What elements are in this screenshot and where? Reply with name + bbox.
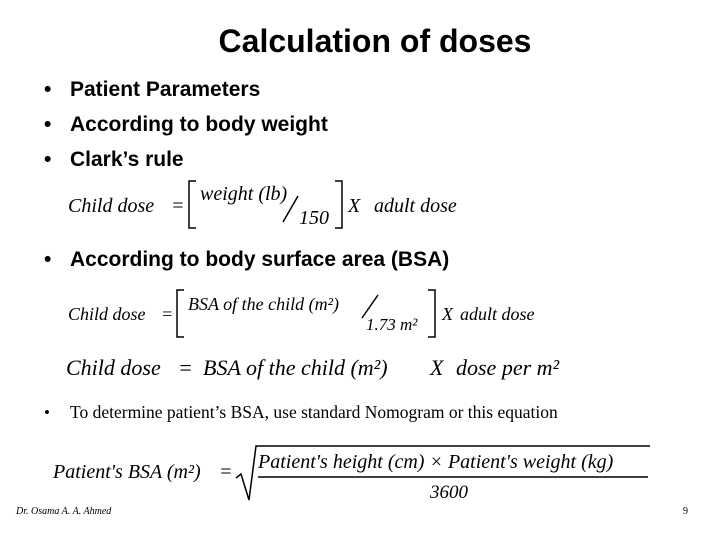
bullet-dot: • (44, 403, 50, 422)
bullet-nomogram (44, 399, 558, 426)
bullet-text: To determine patient’s BSA, use standard Nomogram or this equation (70, 402, 558, 422)
bullet-text: Patient Parameters (70, 78, 261, 101)
clark-equals: = (171, 195, 185, 217)
patient-bsa-numerator: Patient's height (cm) × Patient's weight (kg) (258, 451, 614, 473)
patient-bsa-formula (52, 446, 650, 503)
clark-numerator: weight (lb) (200, 183, 288, 205)
bullet-text: According to body surface area (BSA) (70, 248, 450, 271)
bsa1-equals: = (161, 304, 174, 324)
bsa1-lhs: Child dose (68, 304, 146, 324)
footer-author: Dr. Osama A. A. Ahmed (16, 506, 112, 517)
bullet-dot: • (44, 148, 52, 171)
bullet-bsa (44, 247, 449, 273)
bullet-text: Clark’s rule (70, 148, 184, 171)
patient-bsa-denominator: 3600 (430, 482, 468, 503)
clark-lhs: Child dose (68, 195, 155, 217)
bsa2-middle: BSA of the child (m²) (203, 355, 388, 380)
bsa2-equals: = (178, 355, 193, 380)
clark-right-bracket (335, 181, 342, 228)
clark-left-bracket (189, 181, 196, 228)
slide-title: Calculation of doses (218, 23, 532, 59)
bullet-dot: • (44, 113, 52, 136)
bsa1-right-bracket (428, 290, 435, 337)
bullet-dot: • (44, 248, 52, 271)
bsa1-multiplier: X (442, 304, 453, 324)
bsa1-denominator: 1.73 m² (366, 315, 418, 334)
bsa-formula-1 (68, 290, 535, 337)
clark-denominator: 150 (299, 207, 329, 229)
clark-multiplier: X (348, 195, 361, 217)
bullet-text: According to body weight (70, 113, 328, 136)
bsa2-multiplier: X (430, 355, 444, 380)
bullet-dot: • (44, 78, 52, 101)
bsa2-rhs: dose per m² (456, 355, 560, 380)
footer-page-number: 9 (683, 506, 688, 517)
bsa-formula-2 (66, 355, 560, 380)
bsa1-left-bracket (177, 290, 184, 337)
bsa1-numerator: BSA of the child (m²) (188, 294, 340, 314)
patient-bsa-equals: = (219, 461, 233, 483)
clark-formula (68, 181, 457, 229)
patient-bsa-lhs: Patient's BSA (m²) (53, 461, 201, 483)
clark-rhs: adult dose (374, 195, 457, 217)
bsa1-rhs: adult dose (460, 304, 535, 324)
bsa2-lhs: Child dose (66, 355, 161, 380)
